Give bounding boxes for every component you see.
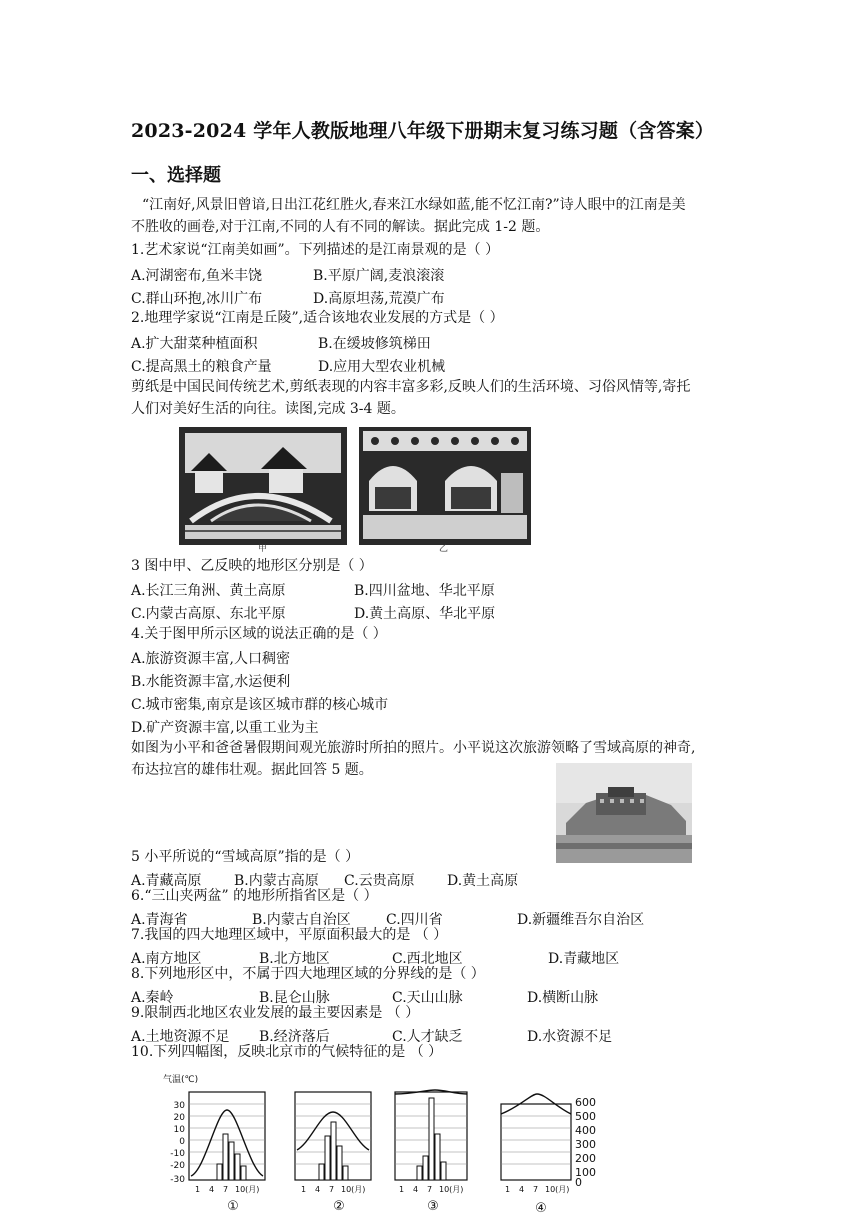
intro-paragraph-3a: 如图为小平和爸爸暑假期间观光旅游时所拍的照片。小平说这次旅游领略了雪域高原的神奇, (131, 740, 696, 756)
q6-option-d: D.新疆维吾尔自治区 (517, 912, 645, 928)
section-heading: 一、选择题 (131, 165, 221, 186)
papercut-label-yi: 乙 (439, 544, 449, 554)
precip-tick: 300 (575, 1138, 596, 1151)
x-tick: 10(月) (235, 1185, 260, 1194)
papercut-yi-image (359, 427, 531, 545)
x-tick: 1 (399, 1185, 405, 1194)
q9-option-d: D.水资源不足 (527, 1029, 613, 1045)
q9-option-c: C.人才缺乏 (392, 1029, 463, 1045)
q4-stem: 4.关于图甲所示区域的说法正确的是（ ） (131, 626, 387, 642)
climate-chart-2 (295, 1092, 371, 1180)
q2-option-a: A.扩大甜菜种植面积 (131, 336, 258, 352)
chart-caption-1: ① (227, 1199, 239, 1214)
q10-stem: 10.下列四幅图，反映北京市的气候特征的是 （ ） (131, 1044, 443, 1060)
q7-option-b: B.北方地区 (259, 951, 330, 967)
q5-option-a: A.青藏高原 (131, 873, 202, 889)
q1-option-a: A.河湖密布,鱼米丰饶 (131, 268, 263, 284)
q8-option-d: D.横断山脉 (527, 990, 599, 1006)
q6-option-a: A.青海省 (131, 912, 188, 928)
q2-stem: 2.地理学家说“江南是丘陵”,适合该地农业发展的方式是（ ） (131, 310, 504, 326)
q4-option-b: B.水能资源丰富,水运便利 (131, 674, 291, 690)
x-tick: 1 (505, 1185, 511, 1194)
x-tick: 10(月) (545, 1185, 570, 1194)
q9-option-b: B.经济落后 (259, 1029, 330, 1045)
page-title: 2023-2024 学年人教版地理八年级下册期末复习练习题（含答案） (131, 120, 715, 142)
papercut-jia-image (179, 427, 347, 545)
q7-option-c: C.西北地区 (392, 951, 463, 967)
climate-chart-1 (189, 1092, 265, 1180)
x-tick: 4 (209, 1185, 215, 1194)
precip-tick: 100 (575, 1166, 596, 1179)
q9-stem: 9.限制西北地区农业发展的最主要因素是 （ ） (131, 1005, 420, 1021)
q5-option-b: B.内蒙古高原 (234, 873, 319, 889)
q1-option-d: D.高原坦荡,荒漠广布 (313, 291, 445, 307)
q6-option-c: C.四川省 (386, 912, 443, 928)
intro-paragraph-1b: 不胜收的画卷,对于江南,不同的人有不同的解读。据此完成 1-2 题。 (131, 219, 550, 235)
climate-chart-3 (395, 1090, 467, 1180)
x-tick: 1 (301, 1185, 307, 1194)
climate-charts-figure (155, 1070, 615, 1216)
q8-option-c: C.天山山脉 (392, 990, 463, 1006)
q7-option-d: D.青藏地区 (548, 951, 620, 967)
q1-option-b: B.平原广阔,麦浪滚滚 (313, 268, 445, 284)
q7-stem: 7.我国的四大地理区域中，平原面积最大的是 （ ） (131, 927, 448, 943)
x-tick: 1 (195, 1185, 201, 1194)
q7-option-a: A.南方地区 (131, 951, 202, 967)
x-tick: 10(月) (439, 1185, 464, 1194)
chart-caption-3: ③ (427, 1199, 439, 1214)
q9-option-a: A.土地资源不足 (131, 1029, 230, 1045)
q3-option-d: D.黄土高原、华北平原 (354, 606, 496, 622)
papercut-figure (161, 421, 537, 554)
temp-tick: 20 (173, 1113, 185, 1123)
q5-option-d: D.黄土高原 (447, 873, 519, 889)
intro-paragraph-3b: 布达拉宫的雄伟壮观。据此回答 5 题。 (131, 762, 373, 778)
x-tick: 4 (413, 1185, 419, 1194)
climate-ylabel: 气温(℃) (163, 1075, 199, 1085)
temp-tick: -20 (170, 1161, 185, 1171)
q5-stem: 5 小平所说的“雪域高原”指的是（ ） (131, 849, 360, 865)
q4-option-c: C.城市密集,南京是该区城市群的核心城市 (131, 697, 389, 713)
intro-paragraph-1a: “江南好,风景旧曾谙,日出江花红胜火,春来江水绿如蓝,能不忆江南?”诗人眼中的江南是美 (142, 197, 686, 213)
q1-stem: 1.艺术家说“江南美如画”。下列描述的是江南景观的是（ ） (131, 242, 500, 258)
q2-option-b: B.在缓坡修筑梯田 (318, 336, 431, 352)
q4-option-a: A.旅游资源丰富,人口稠密 (131, 651, 291, 667)
q3-option-b: B.四川盆地、华北平原 (354, 583, 495, 599)
temp-tick: 10 (173, 1125, 185, 1135)
papercut-label-jia: 甲 (258, 544, 268, 554)
q6-stem: 6.“三山夹两盆” 的地形所指省区是（ ） (131, 888, 378, 904)
precip-tick: 0 (575, 1176, 582, 1189)
chart-caption-2: ② (333, 1199, 345, 1214)
x-tick: 7 (223, 1185, 229, 1194)
temp-tick: 30 (173, 1101, 185, 1111)
temp-tick: -30 (170, 1175, 185, 1185)
q8-stem: 8.下列地形区中，不属于四大地理区域的分界线的是（ ） (131, 966, 485, 982)
q3-stem: 3 图中甲、乙反映的地形区分别是（ ） (131, 558, 373, 574)
temp-tick: -10 (170, 1149, 185, 1159)
precip-tick: 600 (575, 1096, 596, 1109)
climate-chart-4 (501, 1094, 571, 1180)
precip-tick: 200 (575, 1152, 596, 1165)
intro-paragraph-2b: 人们对美好生活的向往。读图,完成 3-4 题。 (131, 401, 405, 417)
q8-option-b: B.昆仑山脉 (259, 990, 330, 1006)
precip-tick: 400 (575, 1124, 596, 1137)
x-tick: 10(月) (341, 1185, 366, 1194)
x-tick: 4 (315, 1185, 321, 1194)
q2-option-c: C.提高黑土的粮食产量 (131, 359, 272, 375)
q5-option-c: C.云贵高原 (344, 873, 415, 889)
temp-tick: 0 (179, 1137, 185, 1147)
x-tick: 7 (427, 1185, 433, 1194)
x-tick: 7 (329, 1185, 335, 1194)
q2-option-d: D.应用大型农业机械 (318, 359, 446, 375)
q6-option-b: B.内蒙古自治区 (252, 912, 351, 928)
q3-option-c: C.内蒙古高原、东北平原 (131, 606, 286, 622)
q3-option-a: A.长江三角洲、黄土高原 (131, 583, 286, 599)
q4-option-d: D.矿产资源丰富,以重工业为主 (131, 720, 319, 736)
x-tick: 4 (519, 1185, 525, 1194)
precip-tick: 500 (575, 1110, 596, 1123)
potala-palace-photo (556, 763, 692, 863)
x-tick: 7 (533, 1185, 539, 1194)
intro-paragraph-2a: 剪纸是中国民间传统艺术,剪纸表现的内容丰富多彩,反映人们的生活环境、习俗风情等,寄托 (131, 379, 691, 395)
q8-option-a: A.秦岭 (131, 990, 174, 1006)
chart-caption-4: ④ (535, 1201, 547, 1216)
q1-option-c: C.群山环抱,冰川广布 (131, 291, 263, 307)
